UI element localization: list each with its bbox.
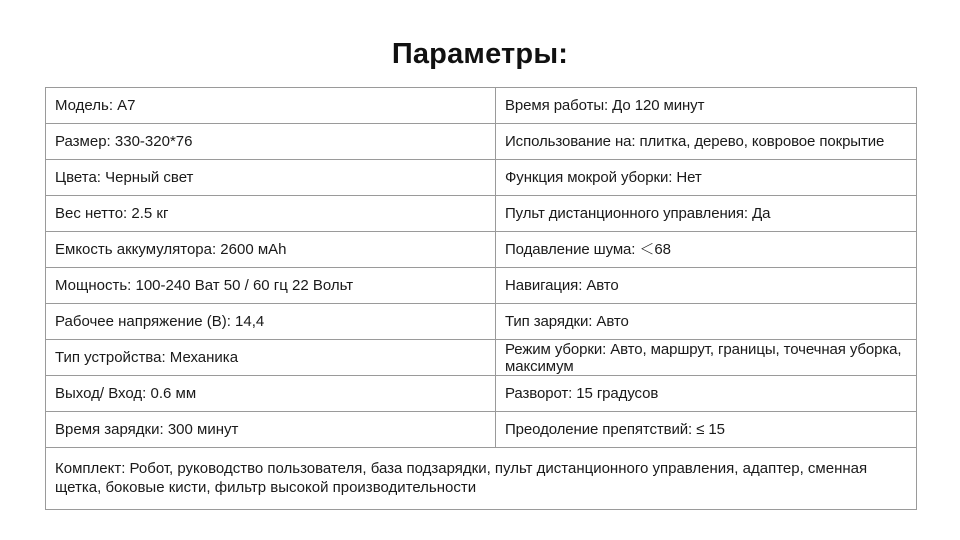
spec-run-time: Время работы: До 120 минут: [496, 88, 917, 124]
spec-charging-time: Время зарядки: 300 минут: [46, 412, 496, 448]
spec-device-type: Тип устройства: Механика: [46, 340, 496, 376]
spec-size: Размер: 330-320*76: [46, 124, 496, 160]
table-row: [46, 340, 917, 376]
table-row: [46, 160, 917, 196]
spec-wet-cleaning: Функция мокрой уборки: Нет: [496, 160, 917, 196]
table-row: [46, 412, 917, 448]
spec-charging-type: Тип зарядки: Авто: [496, 304, 917, 340]
table-row: [46, 448, 917, 510]
spec-navigation: Навигация: Авто: [496, 268, 917, 304]
specs-table: [45, 87, 917, 510]
spec-output-input: Выход/ Вход: 0.6 мм: [46, 376, 496, 412]
spec-obstacles: Преодоление препятствий: ≤ 15: [496, 412, 917, 448]
spec-noise: Подавление шума: ＜68: [496, 232, 917, 268]
table-row: [46, 88, 917, 124]
spec-net-weight: Вес нетто: 2.5 кг: [46, 196, 496, 232]
spec-battery: Емкость аккумулятора: 2600 мAh: [46, 232, 496, 268]
spec-turn: Разворот: 15 градусов: [496, 376, 917, 412]
page-title: Параметры:: [391, 38, 569, 70]
spec-power: Мощность: 100-240 Ват 50 / 60 гц 22 Вольт: [46, 268, 496, 304]
table-row: [46, 196, 917, 232]
spec-kit: Комплект: Робот, руководство пользователя, база подзарядки, пульт дистанционного управления, адаптер, сменная щетка, боковые кисти, фильтр высокой производительности: [46, 448, 917, 510]
spec-surfaces: Использование на: плитка, дерево, ковровое покрытие: [496, 124, 917, 160]
spec-voltage: Рабочее напряжение (В): 14,4: [46, 304, 496, 340]
table-row: [46, 304, 917, 340]
table-row: [46, 376, 917, 412]
spec-cleaning-modes: Режим уборки: Авто, маршрут, границы, точечная уборка, максимум: [496, 340, 917, 376]
table-row: [46, 124, 917, 160]
spec-model: Модель: A7: [46, 88, 496, 124]
spec-colors: Цвета: Черный свет: [46, 160, 496, 196]
table-row: [46, 268, 917, 304]
table-row: [46, 232, 917, 268]
spec-remote-control: Пульт дистанционного управления: Да: [496, 196, 917, 232]
